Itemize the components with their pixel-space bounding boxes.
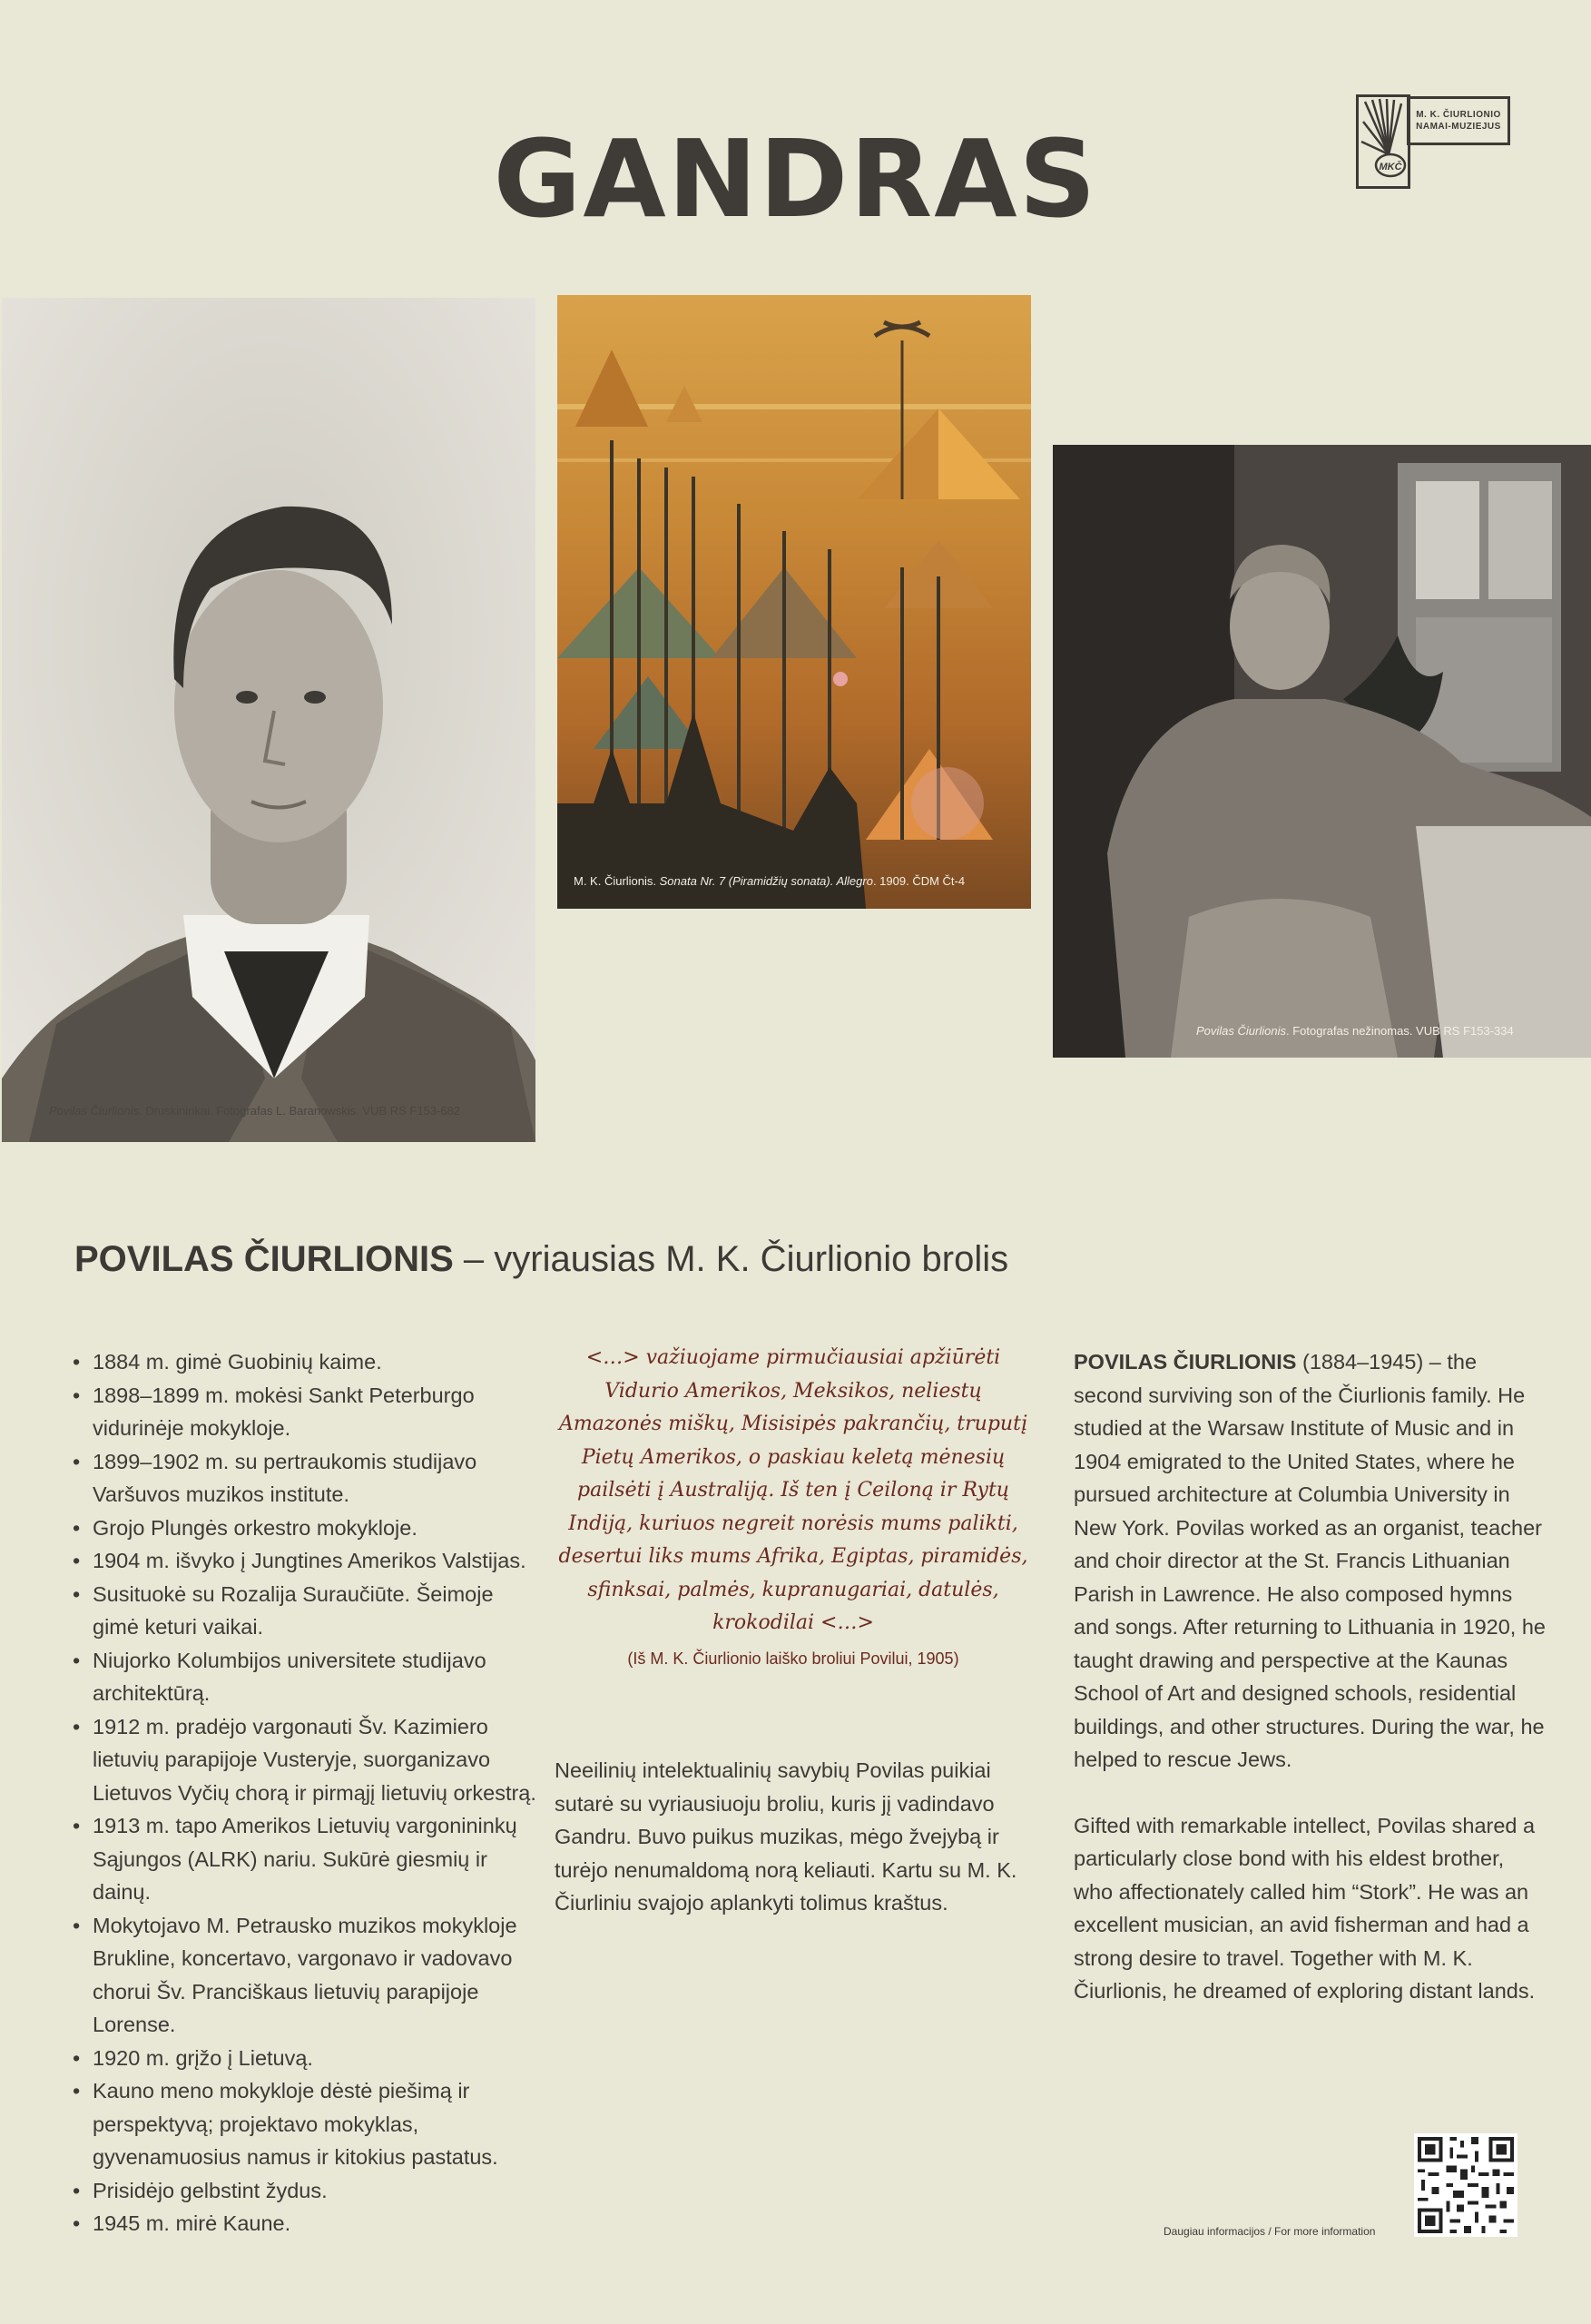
english-paragraph-1: POVILAS ČIURLIONIS (1884–1945) – the second surviving son of the Čiurlionis family. He studied at the Warsaw Institute of Music and in 1904 emigrated to the United States, where he pursued architecture at Columbia University in New York. Povilas worked as an organist, teacher and choir director at the St. Francis Lithuanian Parish in Lawrence. He also composed hymns and songs. After returning to Lithuania in 1920, he taught drawing and perspective at the Kaunas School of Art and designed schools, residential buildings, and other structures. During the war, he helped to rescue Jews. xyxy=(1074,1350,1546,1771)
biography-list xyxy=(73,1345,545,2240)
list-item: • 1899–1902 m. su pertraukomis studijavo Varšuvos muzikos institute. xyxy=(73,1445,545,1512)
list-item: • Mokytojavo M. Petrausko muzikos mokykloje Brukline, koncertavo, vargonavo ir vadovavo chorui Šv. Pranciškaus lietuvių parapijoje Lorense. xyxy=(73,1909,545,2042)
list-item: • 1912 m. pradėjo vargonauti Šv. Kazimiero lietuvių parapijoje Vusteryje, suorganizavo Lietuvos Vyčių chorą ir pirmąjį lietuvių orkestrą. xyxy=(73,1710,545,1810)
list-item: • Niujorko Kolumbijos universitete studijavo architektūrą. xyxy=(73,1644,545,1710)
list-item: • Susituokė su Rozalija Suraučiūte. Šeimoje gimė keturi vaikai. xyxy=(73,1578,545,1644)
portrait-photo-young xyxy=(2,298,535,1142)
painting-pyramid-sonata xyxy=(557,295,1031,909)
qr-code[interactable] xyxy=(1414,2133,1517,2237)
list-item: • 1884 m. gimė Guobinių kaime. xyxy=(73,1345,545,1379)
more-info-label: Daugiau informacijos / For more information xyxy=(1164,2225,1376,2238)
english-text xyxy=(1074,1345,1546,2041)
list-item: • Kauno meno mokykloje dėstė piešimą ir perspektyvą; projektavo mokyklas, gyvenamuosius namus ir kitokius pastatus. xyxy=(73,2074,545,2174)
logo-wordmark: M. K. ČIURLIONIO NAMAI-MUZIEJUS xyxy=(1407,96,1510,145)
photo-caption-center: M. K. Čiurlionis. Sonata Nr. 7 (Piramidžių sonata). Allegro. 1909. ČDM Čt-4 xyxy=(574,874,966,888)
list-item: • 1945 m. mirė Kaune. xyxy=(73,2207,545,2240)
list-item: • 1904 m. išvyko į Jungtines Amerikos Valstijas. xyxy=(73,1544,545,1578)
section-heading: POVILAS ČIURLIONIS – vyriausias M. K. Čiurlionio brolis xyxy=(74,1239,1009,1279)
list-item: • 1920 m. grįžo į Lietuvą. xyxy=(73,2042,545,2075)
letter-quote: <…> važiuojame pirmučiausiai apžiūrėti Vidurio Amerikos, Meksikos, neliestų Amazonės miškų, Misisipės pakrančių, truputį Pietų Amerikos, o paskiau keletą mėnesių pailsėti į Australiją. Iš ten į Ceiloną ir Rytų Indiją, kuriuos negreit norėsis mums palikti, desertui liks mums Afrika, Egiptas, piramidės, sfinksai, palmės, kupranugariai, datulės, krokodilai <…> xyxy=(558,1346,1028,1634)
sunburst-logo-icon xyxy=(1356,94,1410,189)
list-item: • 1913 m. tapo Amerikos Lietuvių vargonininkų Sąjungos (ALRK) nariu. Sukūrė giesmių ir dainų. xyxy=(73,1809,545,1909)
page-title: GANDRAS xyxy=(493,116,1098,241)
english-paragraph-2: Gifted with remarkable intellect, Povilas shared a particularly close bond with his eldest brother, who affectionately called him “Stork”. He was an excellent musician, an avid fisherman and had a strong desire to travel. Together with M. K. Čiurlionis, he dreamed of exploring distant lands. xyxy=(1074,1813,1536,2003)
museum-logo xyxy=(1356,94,1519,191)
photo-povilas-seated xyxy=(1053,445,1591,1058)
lithuanian-paragraph: Neeilinių intelektualinių savybių Povilas puikiai sutarė su vyriausiuoju broliu, kuris jį vadindavo Gandru. Buvo puikus muzikas, mėgo žvejybą ir turėjo nenumaldomą norą keliauti. Kartu su M. K. Čiurliniu svajojo aplankyti tolimus kraštus. xyxy=(555,1758,1017,1915)
list-item: • 1898–1899 m. mokėsi Sankt Peterburgo vidurinėje mokykloje. xyxy=(73,1379,545,1445)
photo-caption-right: Povilas Čiurlionis. Fotografas nežinomas. VUB RS F153-334 xyxy=(1196,1024,1514,1038)
photo-caption-left: Povilas Čiurlionis. Druskininkai. Fotografas L. Baranowskis. VUB RS F153-682 xyxy=(49,1104,461,1118)
logo-monogram: MKČ xyxy=(1379,162,1402,172)
list-item: • Prisidėjo gelbstint žydus. xyxy=(73,2174,545,2208)
list-item: • Grojo Plungės orkestro mokykloje. xyxy=(73,1512,545,1545)
qr-code-icon xyxy=(1414,2133,1517,2237)
quote-source: (Iš M. K. Čiurlionio laiško broliui Povilui, 1905) xyxy=(627,1649,959,1668)
